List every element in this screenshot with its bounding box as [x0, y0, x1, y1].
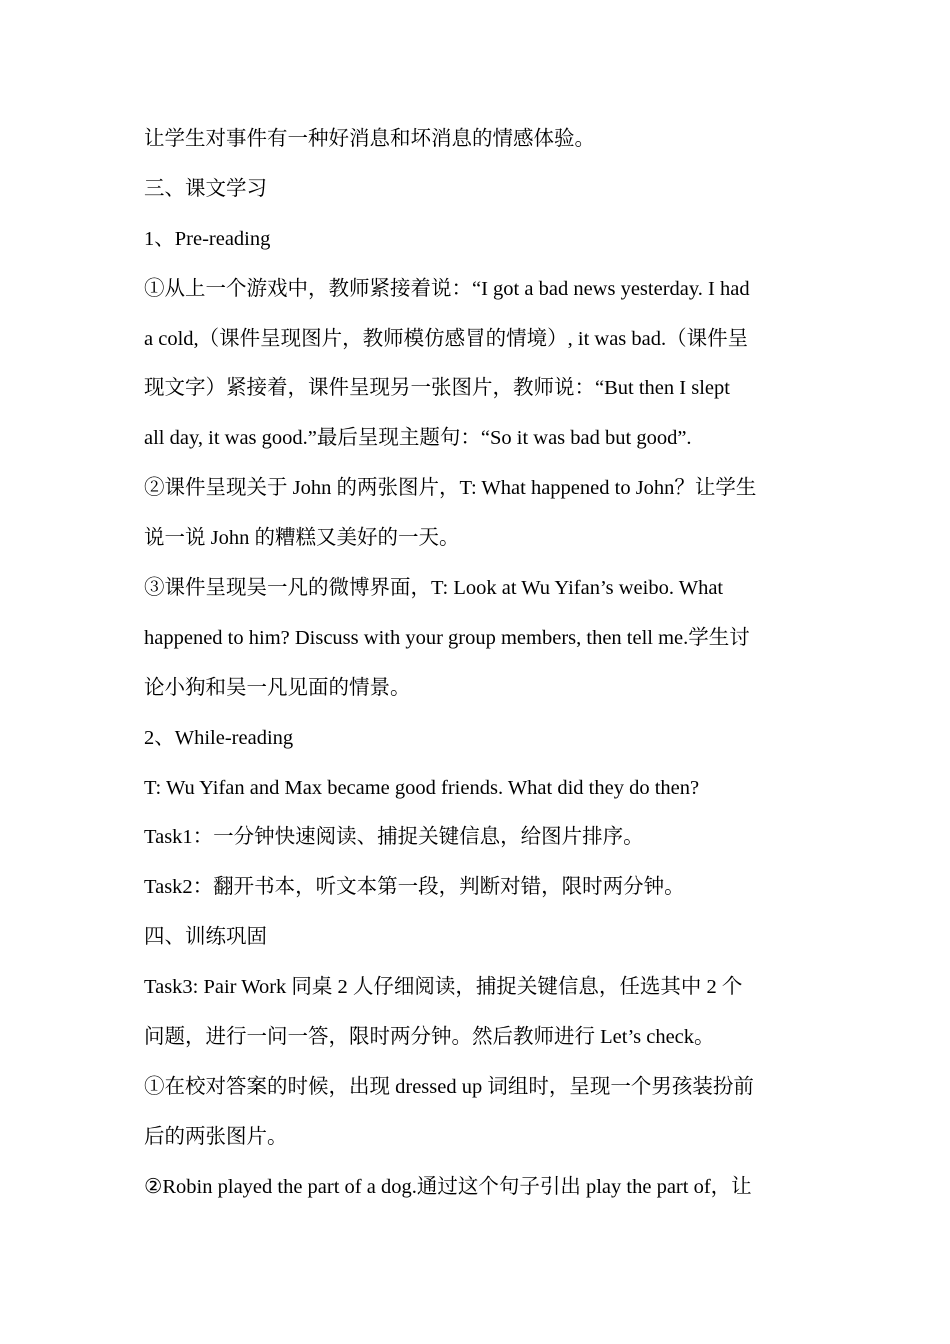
text-line: 问题，进行一问一答，限时两分钟。然后教师进行 Let’s check。 — [144, 1026, 715, 1049]
text-line: a cold,（课件呈现图片，教师模仿感冒的情境）, it was bad.（课件呈 — [144, 327, 749, 350]
task-line: Task1：一分钟快速阅读、捕捉关键信息，给图片排序。 — [144, 826, 644, 849]
text-line: T: Wu Yifan and Max became good friends. What did they do then? — [144, 776, 700, 799]
text-line: ③课件呈现吴一凡的微博界面，T: Look at Wu Yifan’s weibo. What — [144, 577, 724, 600]
subheading-while-reading: 2、While-reading — [144, 726, 294, 749]
text-line: happened to him? Discuss with your group members, then tell me.学生讨 — [144, 626, 750, 649]
text-line: 论小狗和吴一凡见面的情景。 — [144, 676, 411, 699]
text-line: 后的两张图片。 — [144, 1125, 288, 1148]
task-line: Task2：翻开书本，听文本第一段，判断对错，限时两分钟。 — [144, 876, 685, 899]
subheading-pre-reading: 1、Pre-reading — [144, 227, 271, 250]
text-line: 说一说 John 的糟糕又美好的一天。 — [144, 527, 460, 550]
document-page — [144, 115, 814, 1213]
text-line: all day, it was good.”最后呈现主题句：“So it was bad but good”. — [144, 427, 692, 450]
task-line: Task3: Pair Work 同桌 2 人仔细阅读，捕捉关键信息，任选其中 2 个 — [144, 976, 743, 999]
text-line: ②Robin played the part of a dog.通过这个句子引出 play the part of，让 — [144, 1175, 752, 1198]
section-heading-practice: 四、训练巩固 — [144, 926, 267, 949]
section-heading-lesson-study: 三、课文学习 — [144, 177, 267, 200]
text-line: ②课件呈现关于 John 的两张图片，T: What happened to John？让学生 — [144, 477, 757, 500]
text-line: ①从上一个游戏中，教师紧接着说：“I got a bad news yesterday. I had — [144, 277, 750, 300]
text-line: ①在校对答案的时候，出现 dressed up 词组时，呈现一个男孩装扮前 — [144, 1075, 754, 1098]
text-line: 现文字）紧接着，课件呈现另一张图片，教师说：“But then I slept — [144, 377, 730, 400]
text-line-continuation: 让学生对事件有一种好消息和坏消息的情感体验。 — [144, 128, 595, 150]
